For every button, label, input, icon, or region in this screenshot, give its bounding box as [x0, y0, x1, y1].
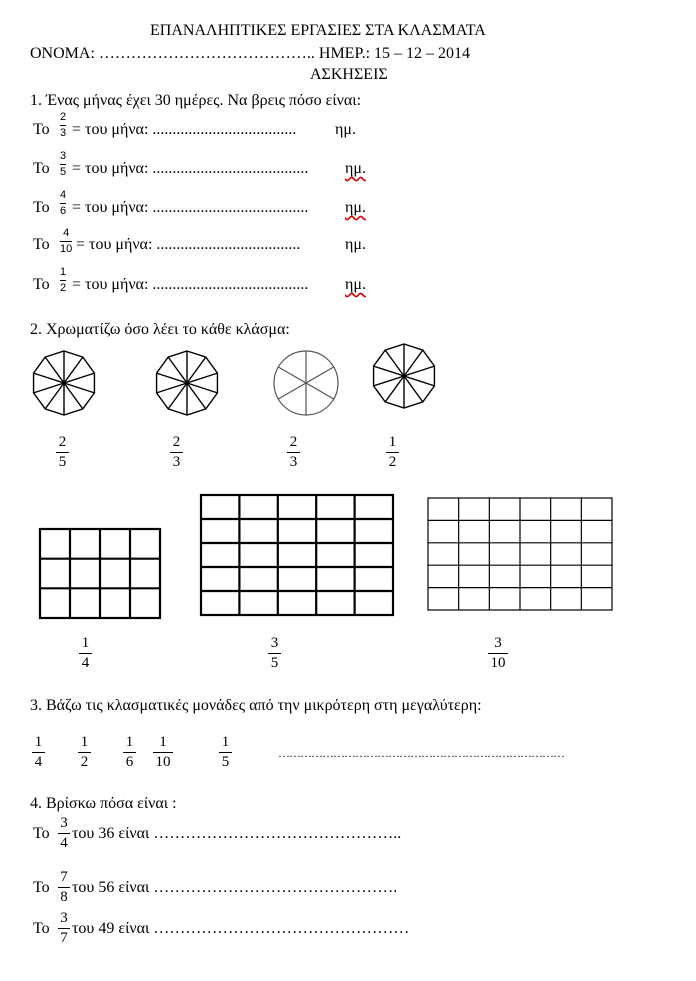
divided-decagon — [34, 351, 95, 415]
ex4-fraction: 7 8 — [58, 870, 70, 905]
ex1-unit: ημ. — [345, 276, 366, 293]
divided-grid — [201, 495, 393, 615]
circle-fraction: 2 5 — [56, 435, 69, 470]
name-date-line: ΟΝΟΜΑ: ………………………………….. ΗΜΕΡ.: 15 – 12 – 2014 — [30, 45, 471, 62]
grid-fraction: 3 5 — [268, 636, 281, 671]
ex1-unit: ημ. — [345, 236, 366, 253]
ex1-answer-line: = του μήνα: .................................... — [72, 121, 297, 138]
page-title: ΕΠΑΝΑΛΗΠΤΙΚΕΣ ΕΡΓΑΣΙΕΣ ΣΤΑ ΚΛΑΣΜΑΤΑ — [150, 22, 486, 39]
ex3-answer-line: …………………………………………………………………… — [278, 746, 564, 760]
grid-fraction: 1 4 — [79, 636, 92, 671]
ex1-prefix: Το — [33, 276, 50, 293]
ex1-prefix: Το — [33, 236, 50, 253]
ex1-answer-line: = του μήνα: ....................................... — [72, 276, 309, 293]
unit-fraction: 1 4 — [32, 735, 45, 770]
circle-fraction: 2 3 — [170, 435, 183, 470]
divided-grid — [40, 529, 160, 618]
divided-circle — [274, 351, 338, 415]
ex1-unit: ημ. — [345, 160, 366, 177]
unit-fraction: 1 5 — [219, 735, 232, 770]
ex1-fraction: 4 6 — [60, 189, 67, 217]
ex1-unit: ημ. — [335, 121, 356, 138]
exercises-heading: ΑΣΚΗΣΕΙΣ — [310, 66, 388, 83]
divided-grid — [428, 498, 612, 610]
unit-fraction: 1 6 — [123, 735, 136, 770]
ex1-title: 1. Ένας μήνας έχει 30 ημέρες. Να βρεις πόσο είναι: — [30, 92, 362, 109]
ex1-answer-line: = του μήνα: ....................................... — [72, 160, 309, 177]
ex4-fraction: 3 4 — [58, 816, 70, 851]
ex4-prefix: Το — [33, 879, 50, 896]
ex3-title: 3. Βάζω τις κλασματικές μονάδες από την μικρότερη στη μεγαλύτερη: — [30, 697, 482, 714]
ex1-answer-line: = του μήνα: .................................... — [76, 236, 301, 253]
ex1-fraction: 4 10 — [60, 227, 73, 255]
circle-fraction: 1 2 — [386, 435, 399, 470]
ex4-answer-line: του 36 είναι ……………………………………….. — [72, 825, 402, 842]
unit-fraction: 1 2 — [78, 735, 91, 770]
divided-decagon — [157, 351, 218, 415]
ex1-prefix: Το — [33, 121, 50, 138]
ex1-fraction: 1 2 — [60, 266, 67, 294]
divided-decagon — [374, 344, 435, 408]
grid-fraction: 3 10 — [488, 636, 508, 671]
ex4-answer-line: του 49 είναι ………………………………………… — [72, 920, 410, 937]
ex4-fraction: 3 7 — [58, 911, 70, 946]
ex1-fraction: 3 5 — [60, 150, 67, 178]
ex1-prefix: Το — [33, 160, 50, 177]
ex1-unit: ημ. — [345, 199, 366, 216]
ex2-title: 2. Χρωματίζω όσο λέει το κάθε κλάσμα: — [30, 321, 290, 338]
unit-fraction: 1 10 — [153, 735, 173, 770]
ex1-prefix: Το — [33, 199, 50, 216]
ex4-prefix: Το — [33, 825, 50, 842]
circle-fraction: 2 3 — [287, 435, 300, 470]
ex4-title: 4. Βρίσκω πόσα είναι : — [30, 795, 177, 812]
ex4-answer-line: του 56 είναι ………………………………………. — [72, 879, 398, 896]
ex4-prefix: Το — [33, 920, 50, 937]
ex1-fraction: 2 3 — [60, 111, 67, 139]
ex1-answer-line: = του μήνα: ....................................... — [72, 199, 309, 216]
